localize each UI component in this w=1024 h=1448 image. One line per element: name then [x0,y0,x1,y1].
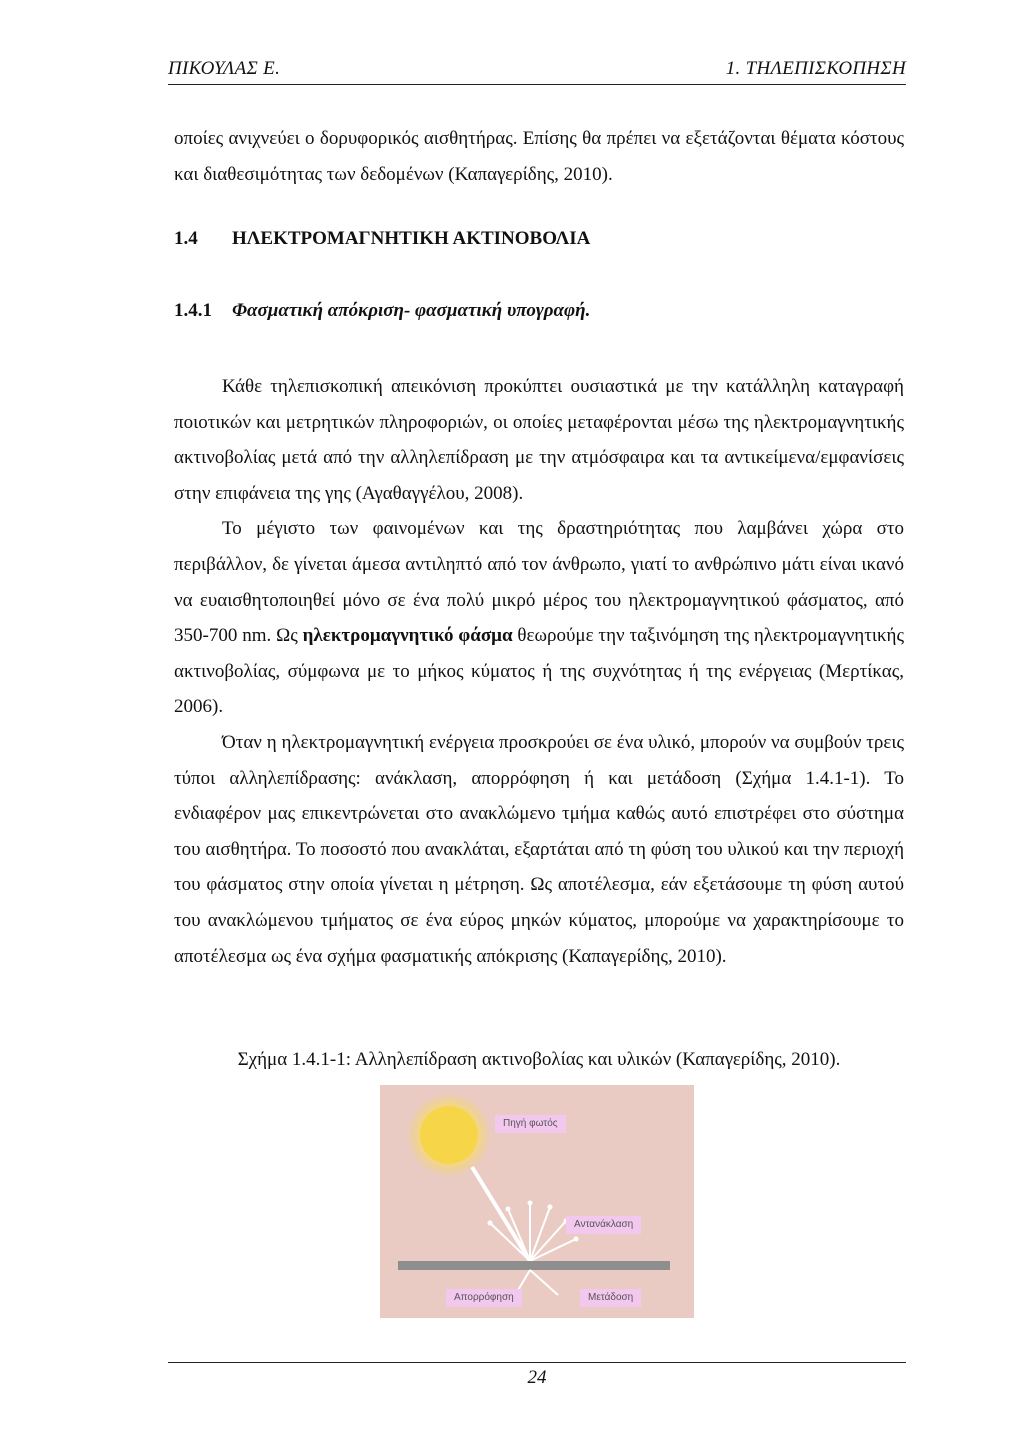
intro-text [174,121,904,192]
sun-icon [420,1106,478,1164]
label-absorption: Απορρόφηση [446,1289,522,1307]
paragraph-2-text-start: Το μέγιστο των φαινομένων και της δραστηριότητας που λαμβάνει χώρα στο περιβάλλον, δε γίνεται άμεσα αντιληπτό από τον άνθρωπο, γιατί το ανθρώπινο μάτι είναι ικανό να ευαισθητοποιηθεί μόνο σε ένα πολύ μικρό μέρος του ηλεκτρομαγνητικού φάσματος, από 350-700 nm. Ως [174,518,904,647]
subsection-number: 1.4.1 [174,300,212,321]
header-divider [168,84,906,85]
intro-paragraph: οποίες ανιχνεύει ο δορυφορικός αισθητήρας. Επίσης θα πρέπει να εξετάζονται θέματα κόστους και διαθεσιμότητας των δεδομένων (Καπαγερίδης, 2010). [174,128,904,185]
material-surface [398,1261,670,1270]
label-reflection: Αντανάκλαση [566,1216,641,1234]
header-chapter: 1. ΤΗΛΕΠΙΣΚΟΠΗΣΗ [725,58,906,79]
label-light-source: Πηγή φωτός [495,1115,566,1133]
paragraph-2 [174,511,904,725]
footer-divider [168,1362,906,1363]
reflected-ray-arrowheads [488,1201,579,1242]
subsection-title: Φασματική απόκριση- φασματική υπογραφή. [232,300,591,321]
page-header [168,58,906,80]
subsection-heading [174,300,590,322]
transmitted-ray [530,1270,558,1295]
section-title: ΗΛΕΚΤΡΟΜΑΓΝΗΤΙΚΗ ΑΚΤΙΝΟΒΟΛΙΑ [232,228,591,249]
paragraph-2-bold-term: ηλεκτρομαγνητικό φάσμα [302,625,513,647]
page-number: 24 [527,1367,547,1388]
paragraph-3: Όταν η ηλεκτρομαγνητική ενέργεια προσκρούει σε ένα υλικό, μπορούν να συμβούν τρεις τύποι αλληλεπίδρασης: ανάκλαση, απορρόφηση ή και μετάδοση (Σχήμα 1.4.1-1). Το ενδιαφέρον μας επικεντρώνεται στο ανακλώμενο τμήμα καθώς αυτό επιστρέφει στο σύστημα του αισθητήρα. Το ποσοστό που ανακλάται, εξαρτάται από τη φύση του υλικού και την περιοχή του φάσματος στην οποία γίνεται η μέτρηση. Ως αποτέλεσμα, εάν εξετάσουμε τη φύση αυτού του ανακλώμενου τμήματος σε ένα εύρος μηκών κύματος, μπορούμε να χαρακτηρίσουμε το αποτέλεσμα ως ένα σχήμα φασματικής απόκρισης (Καπαγερίδης, 2010). [174,731,904,967]
figure-caption: Σχήμα 1.4.1-1: Αλληλεπίδραση ακτινοβολίας και υλικών (Καπαγερίδης, 2010). [237,1049,841,1070]
incident-ray [472,1167,530,1261]
label-transmission: Μετάδοση [580,1289,641,1307]
header-author: ΠΙΚΟΥΛΑΣ Ε. [168,58,281,79]
section-heading [174,228,590,250]
paragraph-2-text-end: θεωρούμε την ταξινόμηση της ηλεκτρομαγνητικής ακτινοβολίας, σύμφωνα με το μήκος κύματος ή της συχνότητας ή της ενέργειας (Μερτίκας, 2006). [174,625,905,718]
section-number: 1.4 [174,228,198,249]
reflected-rays [490,1203,576,1261]
interaction-figure [380,1085,694,1318]
paragraph-1: Κάθε τηλεπισκοπική απεικόνιση προκύπτει ουσιαστικά με την κατάλληλη καταγραφή ποιοτικών και μετρητικών πληροφοριών, οι οποίες μεταφέρονται μέσω της ηλεκτρομαγνητικής ακτινοβολίας μετά από την αλληλεπίδραση με την ατμόσφαιρα και τα αντικείμενα/εμφανίσεις στην επιφάνεια της γης (Αγαθαγγέλου, 2008). [174,376,904,504]
body-text [174,369,904,974]
